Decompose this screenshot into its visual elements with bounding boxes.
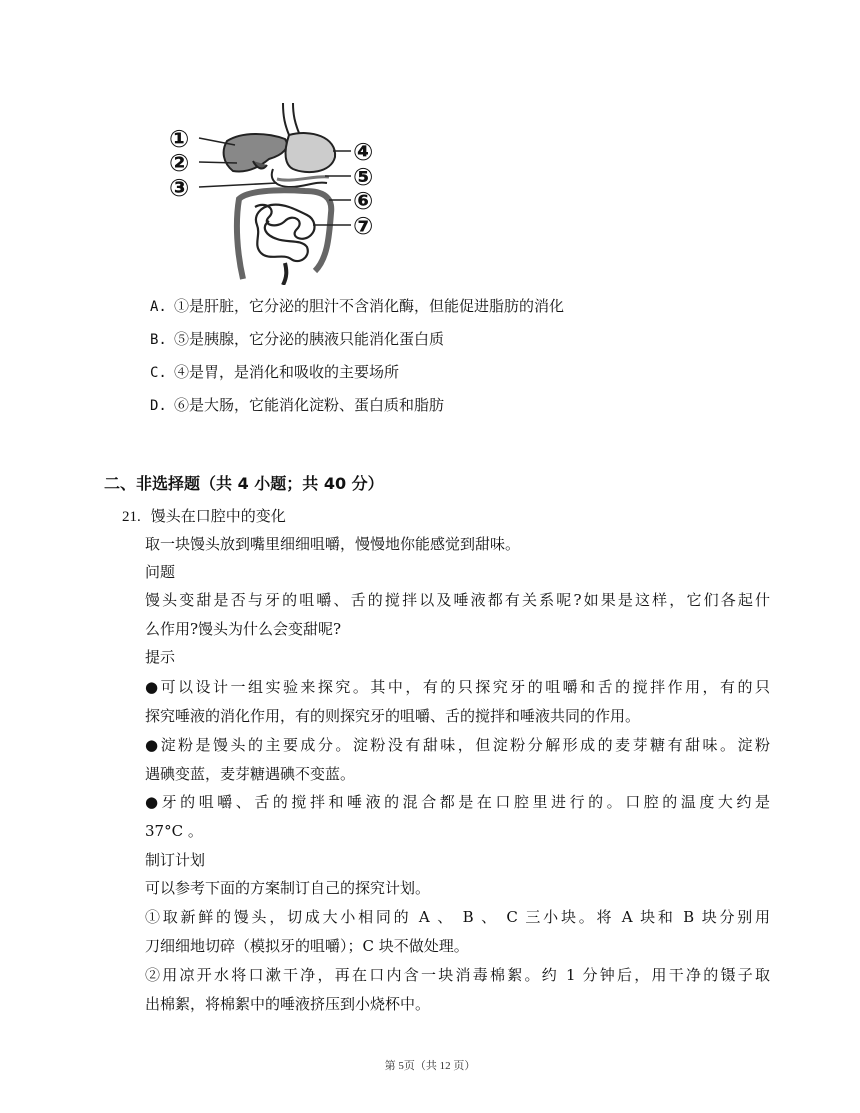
option-c: C. ④是胃，是消化和吸收的主要场所 [150, 363, 400, 381]
option-b: B. ⑤是胰腺，它分泌的胰液只能消化蛋白质 [150, 330, 445, 348]
question-line: 问题 [145, 563, 176, 581]
question-title: 21. 馒头在口腔中的变化 [122, 507, 286, 525]
question-line: ①取新鲜的馒头，切成大小相同的 A 、 B 、 C 三小块。将 A 块和 B 块分别用 [145, 908, 770, 926]
option-a: A. ①是肝脏，它分泌的胆汁不含消化酶，但能促进脂肪的消化 [150, 297, 565, 315]
small-intestine-shape [255, 205, 314, 261]
question-line: ②用凉开水将口漱干净，再在口内含一块消毒棉絮。约 1 分钟后，用干净的镊子取 [145, 966, 770, 984]
stomach-shape [286, 133, 336, 172]
question-line: 制订计划 [145, 851, 206, 869]
figure-label-1: ① [169, 125, 190, 153]
figure-label-3: ③ [169, 174, 190, 202]
question-line: 出棉絮，将棉絮中的唾液挤压到小烧杯中。 [145, 995, 431, 1013]
section-heading: 二、非选择题（共 4 小题；共 40 分） [104, 474, 384, 493]
question-line: 取一块馒头放到嘴里细细咀嚼，慢慢地你能感觉到甜味。 [145, 535, 521, 553]
page-footer: 第 5页（共 12 页） [384, 1060, 476, 1072]
figure-label-7: ⑦ [353, 212, 374, 240]
figure-label-2: ② [169, 149, 190, 177]
question-line: ●淀粉是馒头的主要成分。淀粉没有甜味，但淀粉分解形成的麦芽糖有甜味。淀粉 [145, 736, 770, 754]
question-line: ●可以设计一组实验来探究。其中，有的只探究牙的咀嚼和舌的搅拌作用，有的只 [145, 678, 770, 696]
question-line: 刀细细地切碎（模拟牙的咀嚼）；C 块不做处理。 [145, 937, 469, 955]
question-line: ●牙的咀嚼、舌的搅拌和唾液的混合都是在口腔里进行的。口腔的温度大约是 [145, 793, 770, 811]
question-line: 馒头变甜是否与牙的咀嚼、舌的搅拌以及唾液都有关系呢?如果是这样，它们各起什 [145, 591, 770, 609]
question-line: 遇碘变蓝，麦芽糖遇碘不变蓝。 [145, 765, 356, 783]
question-line: 么作用?馒头为什么会变甜呢? [145, 620, 342, 638]
esophagus-shape [283, 103, 289, 135]
figure-label-5: ⑤ [353, 163, 374, 191]
option-d: D. ⑥是大肠，它能消化淀粉、蛋白质和脂肪 [150, 396, 445, 414]
question-line: 37°C 。 [145, 822, 203, 840]
figure-label-4: ④ [353, 138, 374, 166]
question-line: 提示 [145, 648, 176, 666]
digestive-system-diagram [165, 103, 400, 285]
figure-label-6: ⑥ [353, 187, 374, 215]
question-line: 可以参考下面的方案制订自己的探究计划。 [145, 879, 431, 897]
question-line: 探究唾液的消化作用，有的则探究牙的咀嚼、舌的搅拌和唾液共同的作用。 [145, 707, 641, 725]
